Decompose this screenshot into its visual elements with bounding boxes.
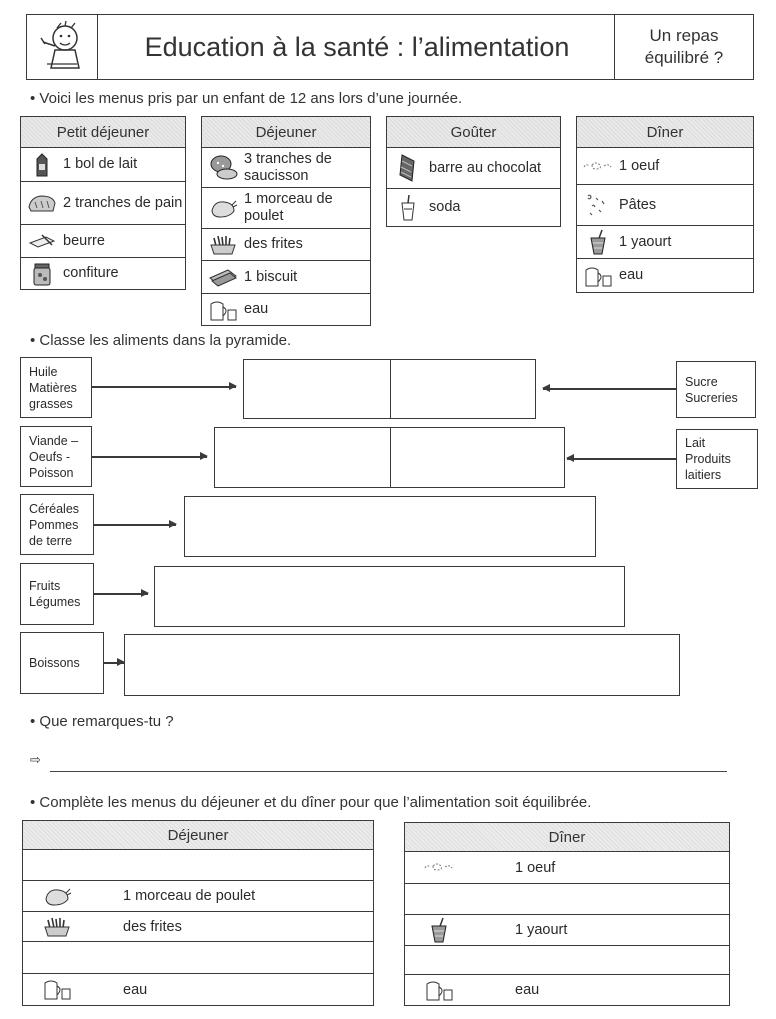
category-line: Lait bbox=[685, 436, 706, 450]
menu-item bbox=[577, 259, 753, 292]
pyramid-cell-viande[interactable] bbox=[214, 427, 391, 488]
yogurt-icon bbox=[577, 229, 619, 255]
menu-item-label: 3 tranches de saucisson bbox=[244, 150, 332, 184]
complete-row bbox=[23, 881, 373, 912]
menu-item bbox=[21, 225, 185, 258]
category-line: de terre bbox=[29, 533, 73, 548]
water-icon bbox=[202, 298, 244, 322]
complete-row-label: des frites bbox=[123, 918, 182, 935]
category-line: Viande – bbox=[29, 433, 79, 448]
category-sucreries bbox=[676, 361, 756, 418]
arrow-right bbox=[94, 593, 148, 595]
menu-item bbox=[202, 188, 370, 229]
butter-icon bbox=[21, 233, 63, 249]
menu-item bbox=[202, 294, 370, 325]
menu-item-label: 1 bol de lait bbox=[63, 156, 138, 172]
complete-table-title: Déjeuner bbox=[23, 821, 373, 850]
instruction-remarks: • Que remarques-tu ? bbox=[30, 713, 174, 730]
menu-item bbox=[577, 185, 753, 226]
menu-item bbox=[202, 229, 370, 261]
category-line: Pommes bbox=[29, 517, 79, 532]
complete-row-empty[interactable] bbox=[23, 850, 373, 881]
header-question bbox=[614, 15, 753, 79]
menu-item bbox=[21, 258, 185, 289]
menu-title: Goûter bbox=[387, 117, 560, 148]
instruction-menus: • Voici les menus pris par un enfant de 12 ans lors d’une journée. bbox=[30, 90, 463, 107]
complete-row bbox=[405, 975, 729, 1005]
egg-icon bbox=[421, 854, 457, 880]
pasta-icon bbox=[577, 192, 619, 218]
category-line: Sucre bbox=[685, 374, 718, 389]
yogurt-icon bbox=[421, 917, 457, 943]
category-fruits-legumes bbox=[20, 563, 94, 625]
menu-item-label: 2 tranches de pain bbox=[63, 194, 183, 211]
menu-table-petit-dejeuner bbox=[20, 116, 186, 290]
menu-item-label: Pâtes bbox=[619, 196, 657, 213]
pyramid-cell-produits-laitiers[interactable] bbox=[390, 427, 565, 488]
category-line: Produits bbox=[685, 452, 731, 466]
worksheet-header bbox=[26, 14, 754, 80]
chocolate-bar-icon bbox=[387, 153, 429, 183]
header-question-line2: équilibré ? bbox=[644, 48, 724, 67]
complete-table-dejeuner bbox=[22, 820, 374, 1006]
category-boissons bbox=[20, 632, 104, 694]
category-line: Huile bbox=[29, 364, 58, 379]
arrow-right bbox=[92, 456, 207, 458]
pyramid-cell-fruits-legumes[interactable] bbox=[154, 566, 625, 627]
biscuit-icon bbox=[202, 266, 244, 288]
arrow-right bbox=[94, 524, 176, 526]
menu-item bbox=[21, 182, 185, 225]
pyramid-cell-matieres-grasses[interactable] bbox=[243, 359, 391, 419]
complete-row-empty[interactable] bbox=[23, 942, 373, 974]
egg-icon bbox=[577, 159, 619, 173]
sausage-icon bbox=[202, 154, 244, 182]
remarks-arrow: ⇨ bbox=[30, 752, 41, 767]
water-icon bbox=[421, 977, 457, 1003]
menu-item bbox=[387, 148, 560, 189]
menu-table-gouter bbox=[386, 116, 561, 227]
category-line: Matières bbox=[29, 380, 77, 395]
arrow-right bbox=[104, 662, 124, 664]
complete-row bbox=[405, 915, 729, 946]
complete-row-label: 1 yaourt bbox=[515, 922, 568, 938]
menu-item bbox=[21, 148, 185, 182]
fries-icon bbox=[39, 914, 75, 940]
complete-table-diner bbox=[404, 822, 730, 1006]
child-eating-logo bbox=[27, 15, 98, 79]
menu-item bbox=[577, 148, 753, 185]
category-line: Fruits bbox=[29, 579, 61, 593]
category-viande bbox=[20, 426, 92, 487]
instruction-complete: • Complète les menus du déjeuner et du dîner pour que l’alimentation soit équilibrée. bbox=[30, 794, 592, 811]
complete-row bbox=[23, 912, 373, 942]
complete-row bbox=[23, 974, 373, 1005]
arrow-right bbox=[92, 386, 236, 388]
chicken-icon bbox=[202, 197, 244, 219]
water-icon bbox=[39, 976, 75, 1002]
menu-item bbox=[577, 226, 753, 259]
complete-table-title: Dîner bbox=[405, 823, 729, 852]
bread-icon bbox=[21, 193, 63, 213]
jam-icon bbox=[21, 262, 63, 286]
menu-item bbox=[387, 189, 560, 226]
category-line: Légumes bbox=[29, 595, 81, 609]
arrow-left bbox=[543, 388, 676, 390]
category-cereales bbox=[20, 494, 94, 555]
category-produits-laitiers bbox=[676, 429, 758, 489]
fries-icon bbox=[202, 234, 244, 256]
milk-icon bbox=[21, 153, 63, 177]
menu-item-label: soda bbox=[429, 199, 461, 215]
menu-item bbox=[202, 148, 370, 188]
soda-icon bbox=[387, 195, 429, 221]
page-title: Education à la santé : l’alimentation bbox=[144, 31, 570, 62]
menu-table-dejeuner bbox=[201, 116, 371, 326]
pyramid-cell-boissons[interactable] bbox=[124, 634, 680, 696]
menu-table-diner bbox=[576, 116, 754, 293]
category-line: Boissons bbox=[29, 656, 80, 670]
menu-title: Dîner bbox=[577, 117, 753, 148]
category-line: Poisson bbox=[29, 465, 74, 480]
menu-title: Déjeuner bbox=[202, 117, 370, 148]
complete-row-empty[interactable] bbox=[405, 946, 729, 975]
category-line: Céréales bbox=[29, 501, 80, 516]
complete-row bbox=[405, 852, 729, 884]
complete-row-label: 1 morceau de poulet bbox=[123, 888, 256, 904]
menu-item-label: 1 morceau de poulet bbox=[244, 191, 333, 224]
category-line: laitiers bbox=[685, 468, 722, 482]
category-line: Sucreries bbox=[685, 390, 738, 405]
menu-item-label: des frites bbox=[244, 236, 303, 252]
chicken-icon bbox=[39, 883, 75, 909]
complete-row-empty[interactable] bbox=[405, 884, 729, 915]
menu-item-label: confiture bbox=[63, 265, 119, 281]
menu-title: Petit déjeuner bbox=[21, 117, 185, 148]
menu-item-label: 1 biscuit bbox=[244, 268, 298, 285]
category-line: Oeufs - bbox=[29, 449, 70, 464]
complete-row-label: eau bbox=[515, 982, 540, 998]
instruction-pyramid: • Classe les aliments dans la pyramide. bbox=[30, 332, 292, 349]
header-question-line1: Un repas bbox=[649, 26, 719, 45]
remarks-answer-line[interactable] bbox=[50, 771, 727, 772]
menu-item-label: eau bbox=[619, 267, 644, 283]
pyramid-cell-cereales[interactable] bbox=[184, 496, 596, 557]
complete-row-label: eau bbox=[123, 981, 148, 998]
menu-item-label: 1 oeuf bbox=[619, 157, 660, 174]
water-icon bbox=[577, 264, 619, 288]
menu-item-label: barre au chocolat bbox=[429, 159, 542, 176]
pyramid-cell-sucreries[interactable] bbox=[390, 359, 536, 419]
menu-item bbox=[202, 261, 370, 294]
category-line: grasses bbox=[29, 396, 73, 411]
complete-row-label: 1 oeuf bbox=[515, 859, 556, 876]
arrow-left bbox=[567, 458, 676, 460]
menu-item-label: eau bbox=[244, 301, 269, 317]
menu-item-label: beurre bbox=[63, 232, 105, 249]
category-matieres-grasses bbox=[20, 357, 92, 418]
menu-item-label: 1 yaourt bbox=[619, 233, 672, 250]
